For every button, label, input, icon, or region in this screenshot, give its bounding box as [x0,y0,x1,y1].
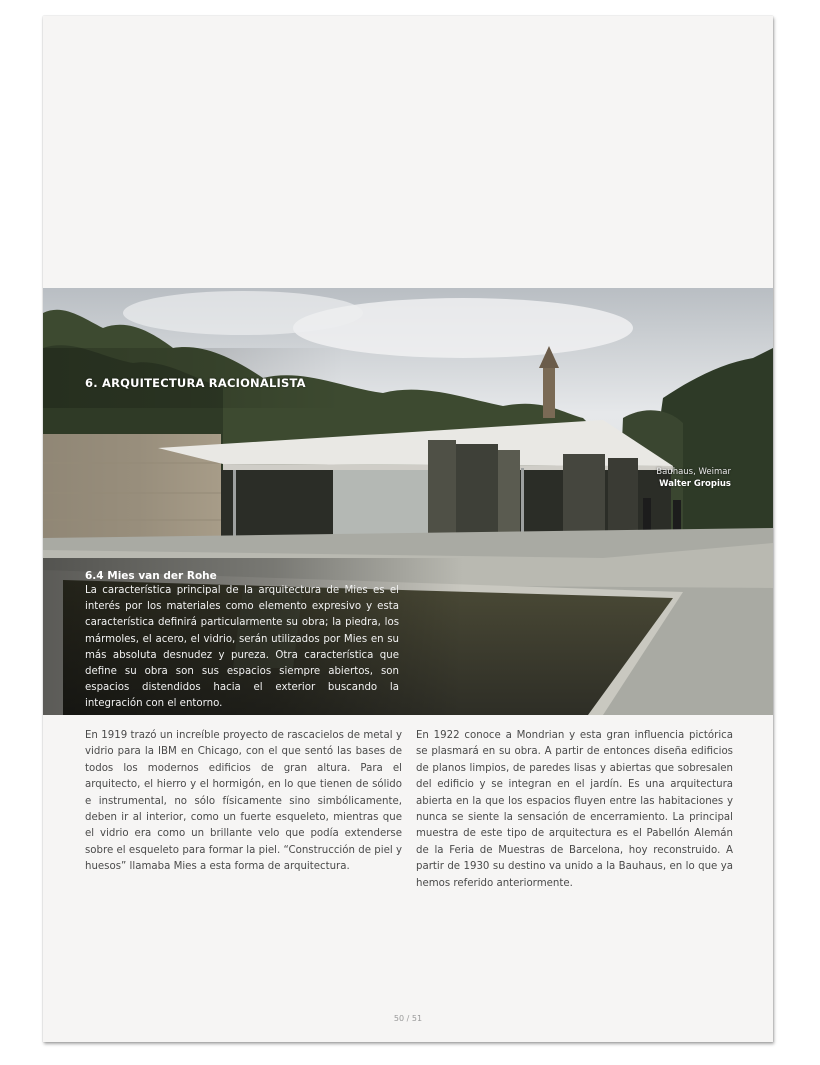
section-title: 6. ARQUITECTURA RACIONALISTA [85,376,306,390]
page [43,16,773,1042]
caption-author: Walter Gropius [659,479,731,489]
body-paragraph-right: En 1922 conoce a Mondrian y esta gran influencia pictórica se plasmará en su obra. A partir de entonces diseña edificios de planos limpios, de paredes lisas y abiertas que sobresalen del edificio y se integran en el jardín. Es una arquitectura abierta en la que los espacios fluyen entre las habitaciones y nunca se siente la sensación de encerramiento. La principal muestra de este tipo de arquitectura es el Pabellón Alemán de la Feria de Muestras de Barcelona, hoy reconstruido. A partir de 1930 su destino va unido a la Bauhaus, en lo que ya hemos referido anteriormente. [416,730,733,889]
photo-caption [656,466,731,490]
body-column-left [85,728,402,876]
subsection-title: 6.4 Mies van der Rohe [85,570,217,582]
subsection-intro [85,569,399,713]
caption-place: Bauhaus, Weimar [656,467,731,477]
page-number: 50 / 51 [393,1014,423,1023]
body-paragraph-left: En 1919 trazó un increíble proyecto de rascacielos de metal y vidrio para la IBM en Chicago, con el que sentó las bases de todos los modernos edificios de gran altura. Para el arquitecto, el hierro y el hormigón, en lo que tienen de sólido e instrumental, no sólo físicamente sino simbólicamente, deben ir al interior, como un fuerte esqueleto, mientras que el vidrio era como un brillante velo que podía extenderse sobre el esqueleto para formar la piel. “Construcción de piel y huesos” llamaba Mies a esta forma de arquitectura. [85,730,402,873]
subsection-intro-text: La característica principal de la arquitectura de Mies es el interés por los materiales como elemento expresivo y esta característica definirá particularmente su obra; la piedra, los mármoles, el acero, el vidrio, serán utilizados por Mies en su más absoluta desnudez y pureza. Otra característica que define su obra son sus espacios siempre abiertos, son espacios distendidos hacia el exterior buscando la integración con el entorno. [85,585,399,710]
body-column-right [416,728,733,892]
